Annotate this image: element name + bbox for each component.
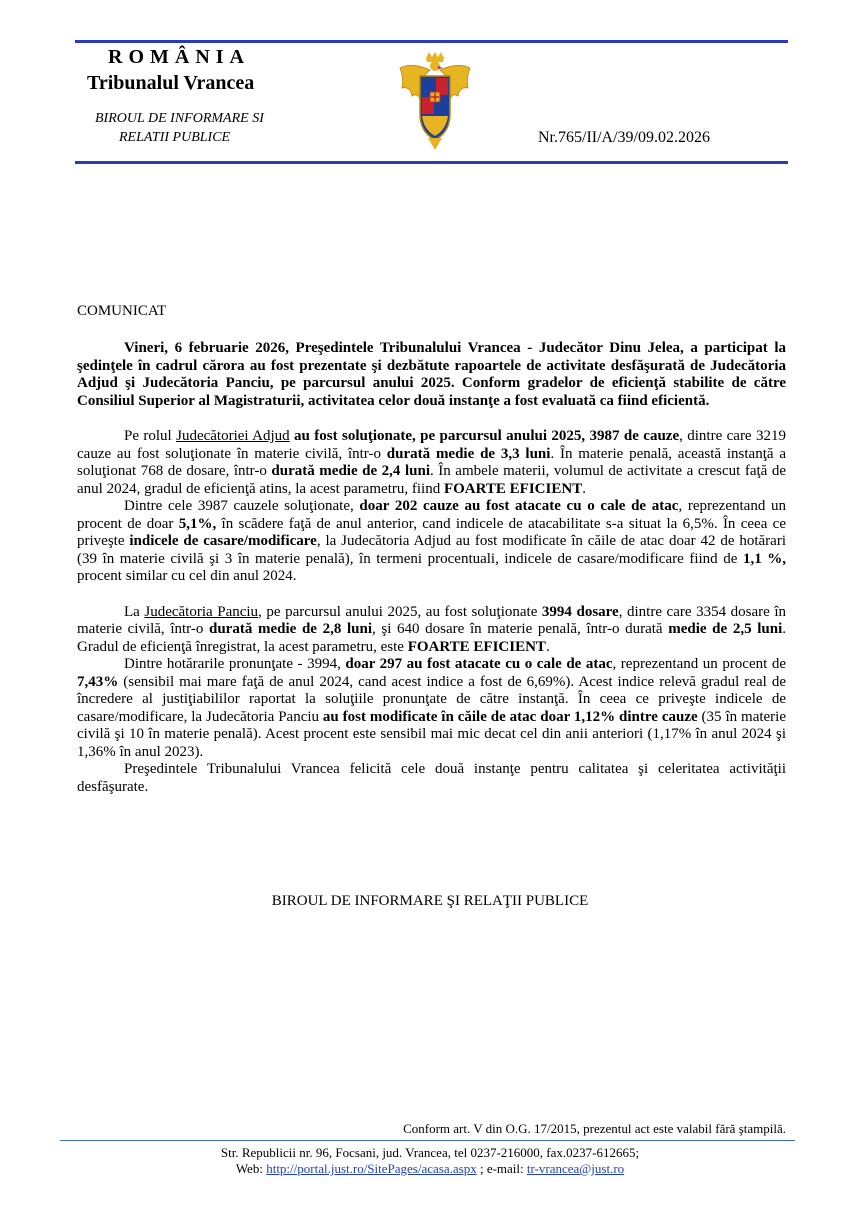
text-run: , dintre care 3219 cauze au fost soluţionate în materie civilă, într-o bbox=[77, 428, 786, 462]
website-link[interactable]: http://portal.just.ro/SitePages/acasa.aspx bbox=[266, 1161, 477, 1176]
bold-text: 5,1%, bbox=[178, 515, 217, 532]
text-run: Dintre cele 3987 cauzele soluţionate, bbox=[124, 498, 360, 514]
footer-rule bbox=[60, 1140, 795, 1141]
signature: BIROUL DE INFORMARE ŞI RELAŢII PUBLICE bbox=[271, 893, 589, 909]
text-run: La bbox=[124, 603, 145, 620]
text-run: . bbox=[582, 480, 586, 497]
bold-text: indicele de casare/modificare bbox=[129, 533, 317, 549]
bold-text: durată medie de 2,4 luni bbox=[271, 463, 430, 479]
text-run: . Gradul de eficienţă înregistrat, la acest parametru, este bbox=[77, 621, 786, 655]
document-title: COMUNICAT bbox=[77, 303, 167, 319]
text-run: . bbox=[545, 638, 550, 655]
text-run: , reprezentand un procent de doar bbox=[77, 498, 787, 532]
adjud-court-name: Judecătoriei Adjud bbox=[176, 428, 290, 444]
bold-text: au fost modificate în căile de atac doar 1,12% dintre cauze bbox=[322, 708, 698, 725]
bold-text: medie de 2,5 luni bbox=[668, 621, 783, 637]
email-label: ; e-mail: bbox=[476, 1161, 527, 1176]
bold-text: FOARTE EFICIENT bbox=[407, 638, 546, 655]
text-run: (35 în materie civilă şi 10 în materie penală). Acest procent este sensibil mai mic decat cel din anii anteriori (1,17% în anul 2024 şi 1,36% în anul 2023). bbox=[77, 708, 786, 760]
text-run: , reprezentand un procent de bbox=[612, 656, 786, 672]
bold-text: 3994 dosare bbox=[541, 603, 619, 620]
header-top-rule bbox=[75, 40, 788, 43]
bold-text: doar 297 au fost atacate cu o cale de atac bbox=[345, 656, 613, 672]
bold-text: durată medie de 3,3 luni bbox=[386, 445, 551, 462]
text-run: Pe rolul bbox=[124, 428, 177, 444]
office-name-line-2: RELATII PUBLICE bbox=[119, 130, 231, 145]
text-run: , dintre care 3354 dosare în materie civilă, într-o bbox=[77, 603, 786, 637]
lead-paragraph: Vineri, 6 februarie 2026, Preşedintele Tribunalului Vrancea - Judecător Dinu Jelea, a participat la şedinţele în cadrul cărora au fost prezentate şi dezbătute rapoartele de activitate desfăşurată de Judecătoria Adjud şi Judecătoria Panciu, pe parcursul anului 2025. Conform gradelor de eficienţă stabilite de către Consiliul Superior al Magistraturii, activitatea celor două instanţe a fost evaluată ca fiind eficientă. bbox=[77, 340, 786, 409]
text-run: procent similar cu cel din anul 2024. bbox=[77, 568, 297, 584]
text-run: , şi 640 dosare în materie penală, într-o durată bbox=[372, 621, 669, 637]
panciu-court-name: Judecătoria Panciu bbox=[144, 603, 259, 620]
office-name bbox=[95, 109, 295, 147]
closing-paragraph: Preşedintele Tribunalului Vrancea felicită cele două instanţe pentru calitatea şi celeritatea activităţii desfăşurate. bbox=[77, 761, 786, 795]
text-run: (sensibil mai mare faţă de anul 2024, cand acest indice a fost de 6,69%). Acest indice relevă gradul real de încredere al justiţiabililor raportat la soluţiile pronunţate de către instanţă. În ceea ce priveşte indicele de casare/modificare, la Judecătoria Panciu bbox=[77, 673, 786, 725]
court-name: Tribunalul Vrancea bbox=[87, 72, 255, 94]
office-name-line-1: BIROUL DE INFORMARE SI bbox=[95, 111, 264, 126]
panciu-paragraph-2 bbox=[77, 656, 786, 761]
web-label: Web: bbox=[235, 1161, 267, 1176]
bold-text: FOARTE EFICIENT bbox=[443, 480, 583, 497]
email-link[interactable]: tr-vrancea@just.ro bbox=[526, 1161, 625, 1176]
panciu-paragraph-1 bbox=[77, 604, 786, 657]
bold-text: 1,1 %, bbox=[742, 550, 786, 567]
footer-address: Str. Republicii nr. 96, Focsani, jud. Vrancea, tel 0237-216000, fax.0237-612665; bbox=[220, 1145, 640, 1160]
bold-text: au fost soluţionate, pe parcursul anului 2025, 3987 de cauze bbox=[294, 428, 680, 444]
text-run: , pe parcursul anului 2025, au fost soluţionate bbox=[258, 603, 542, 620]
bold-text: doar 202 cauze au fost atacate cu o cale de atac bbox=[359, 498, 679, 514]
coat-of-arms-icon bbox=[398, 52, 472, 152]
text-run: . În materie penală, această instanţă a soluţionat 768 de dosare, într-o bbox=[77, 445, 786, 479]
adjud-paragraph-2 bbox=[77, 498, 786, 586]
bold-text: 7,43% bbox=[77, 673, 119, 690]
bold-text: durată medie de 2,8 luni bbox=[209, 621, 372, 637]
legal-note: Conform art. V din O.G. 17/2015, prezentul act este valabil fără ştampilă. bbox=[403, 1121, 786, 1136]
text-run: în scădere faţă de anul anterior, cand indicele de atacabilitate s-a situat la 6,5%. În ceea ce priveşte bbox=[77, 515, 786, 549]
adjud-paragraph-1 bbox=[77, 428, 786, 498]
footer-web-line bbox=[0, 1161, 860, 1177]
footer-contact bbox=[0, 1145, 860, 1177]
text-run: Dintre hotărarile pronunţate - 3994, bbox=[124, 656, 346, 672]
country-name: ROMÂNIA bbox=[108, 46, 250, 68]
header-bottom-rule bbox=[75, 161, 788, 164]
registration-number: Nr.765/II/A/39/09.02.2026 bbox=[538, 129, 710, 146]
text-run: . În ambele materii, volumul de activitate a crescut faţă de anul 2024, gradul de eficienţă atins, la acest parametru, fiind bbox=[77, 463, 786, 497]
text-run: , la Judecătoria Adjud au fost modificate în căile de atac doar 42 de hotărari (39 în materie civilă şi 3 în materie penală), în termeni procentuali, indicele de casare/modificare fiind de bbox=[77, 533, 786, 567]
document-body bbox=[77, 340, 786, 796]
